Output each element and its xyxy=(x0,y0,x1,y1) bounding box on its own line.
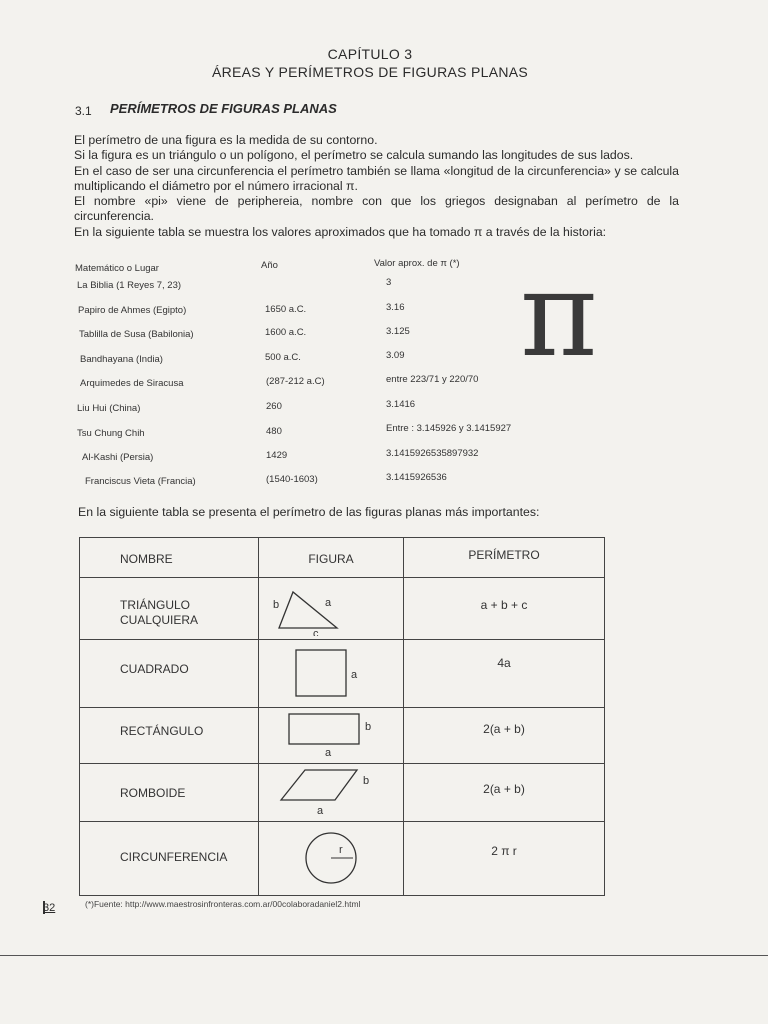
section-number: 3.1 xyxy=(75,104,92,118)
hist-row-value: 3.1415926536 xyxy=(386,472,447,483)
chapter-title: ÁREAS Y PERÍMETROS DE FIGURAS PLANAS xyxy=(211,64,529,80)
hist-row-value: 3.1415926535897932 xyxy=(386,448,479,459)
hist-row-value: entre 223/71 y 220/70 xyxy=(386,374,479,385)
row-name: ROMBOIDE xyxy=(120,786,186,800)
hist-row-value: 3 xyxy=(386,277,392,288)
body-text xyxy=(74,133,679,240)
hist-row-name: Bandhayana (India) xyxy=(80,354,163,365)
table-row xyxy=(80,578,605,640)
pi-symbol-illustration: π xyxy=(520,245,598,383)
hist-row-value: 3.09 xyxy=(386,350,405,361)
table-header-row xyxy=(80,538,605,578)
paragraph: El perímetro de una figura es la medida de su contorno. xyxy=(74,133,378,147)
hist-row-year: 1650 a.C. xyxy=(265,304,307,315)
row-formula: a + b + c xyxy=(480,598,528,612)
header-mathematician: Matemático o Lugar xyxy=(75,263,159,274)
paragraph: En la siguiente tabla se muestra los valores aproximados que ha tomado π a través de la historia: xyxy=(74,224,607,239)
header-figura: FIGURA xyxy=(308,552,354,566)
perimeter-table-intro: En la siguiente tabla se presenta el perímetro de las figuras planas más importantes: xyxy=(78,505,540,519)
hist-row-name: Franciscus Vieta (Francia) xyxy=(85,476,196,487)
hist-row-year: (287-212 a.C) xyxy=(266,376,325,387)
row-name: CIRCUNFERENCIA xyxy=(120,850,228,864)
hist-row-name: La Biblia (1 Reyes 7, 23) xyxy=(77,280,182,291)
header-nombre: NOMBRE xyxy=(120,552,173,566)
table-row xyxy=(80,708,605,764)
hist-row-name: Al-Kashi (Persia) xyxy=(82,452,154,463)
row-formula: 2 π r xyxy=(491,844,517,858)
row-formula: 4a xyxy=(497,656,511,670)
label-a: a xyxy=(351,669,358,681)
hist-row-name: Papiro de Ahmes (Egipto) xyxy=(78,305,187,316)
paragraph: En el caso de ser una circunferencia el perímetro también se llama «longitud de la circunferencia» y se calcula multiplicando el diámetro por el número irracional π. xyxy=(74,163,679,193)
label-a: a xyxy=(325,747,332,759)
chapter-number: CAPÍTULO 3 xyxy=(327,46,413,62)
label-a: a xyxy=(317,805,324,817)
header-year: Año xyxy=(261,260,278,271)
table-row xyxy=(80,822,605,896)
header-pi-value: Valor aprox. de π (*) xyxy=(374,258,460,269)
hist-row-value: 3.125 xyxy=(386,326,410,337)
circle-figure xyxy=(259,822,403,892)
perimeter-table xyxy=(79,537,605,896)
row-name: RECTÁNGULO xyxy=(120,724,204,738)
paragraph: Si la figura es un triángulo o un polígono, el perímetro se calcula sumando las longitudes de sus lados. xyxy=(74,148,634,163)
hist-row-year: 260 xyxy=(266,401,282,412)
paragraph: El nombre «pi» viene de periphereia, nombre con que los griegos designaban al perímetro de la circunferencia. xyxy=(74,194,679,224)
hist-row-year: 480 xyxy=(266,426,282,437)
section-title: PERÍMETROS DE FIGURAS PLANAS xyxy=(110,101,337,116)
label-a: a xyxy=(325,597,332,609)
header-perimetro: PERÍMETRO xyxy=(468,548,540,562)
row-name: TRIÁNGULO CUALQUIERA xyxy=(120,598,199,627)
hist-row-year: (1540-1603) xyxy=(266,474,318,485)
label-b: b xyxy=(363,775,370,787)
table-row xyxy=(80,764,605,822)
rhomboid-figure xyxy=(259,764,403,818)
triangle-figure xyxy=(259,578,403,636)
hist-row-name: Liu Hui (China) xyxy=(77,403,141,414)
label-c: c xyxy=(313,628,319,636)
hist-row-value: 3.16 xyxy=(386,302,405,313)
row-formula: 2(a + b) xyxy=(483,782,525,796)
square-figure xyxy=(259,640,403,704)
page-edge-line xyxy=(0,955,768,956)
hist-row-value: 3.1416 xyxy=(386,399,416,410)
hist-row-name: Arquimedes de Siracusa xyxy=(80,378,184,389)
rectangle-figure xyxy=(259,708,403,760)
hist-row-name: Tablilla de Susa (Babilonia) xyxy=(79,329,194,340)
label-b: b xyxy=(273,599,280,611)
row-formula: 2(a + b) xyxy=(483,722,525,736)
hist-row-year: 1600 a.C. xyxy=(265,327,307,338)
row-name: CUADRADO xyxy=(120,662,189,676)
hist-row-name: Tsu Chung Chih xyxy=(77,428,145,439)
hist-row-value: Entre : 3.145926 y 3.1415927 xyxy=(386,423,512,434)
page-number: 32 xyxy=(43,902,56,914)
source-footnote: (*)Fuente: http://www.maestrosinfronteras.com.ar/00colaboradaniel2.html xyxy=(85,899,361,909)
label-b: b xyxy=(365,721,372,733)
hist-row-year: 1429 xyxy=(266,450,288,461)
label-r: r xyxy=(339,844,343,856)
table-row xyxy=(80,640,605,708)
hist-row-year: 500 a.C. xyxy=(265,352,301,363)
